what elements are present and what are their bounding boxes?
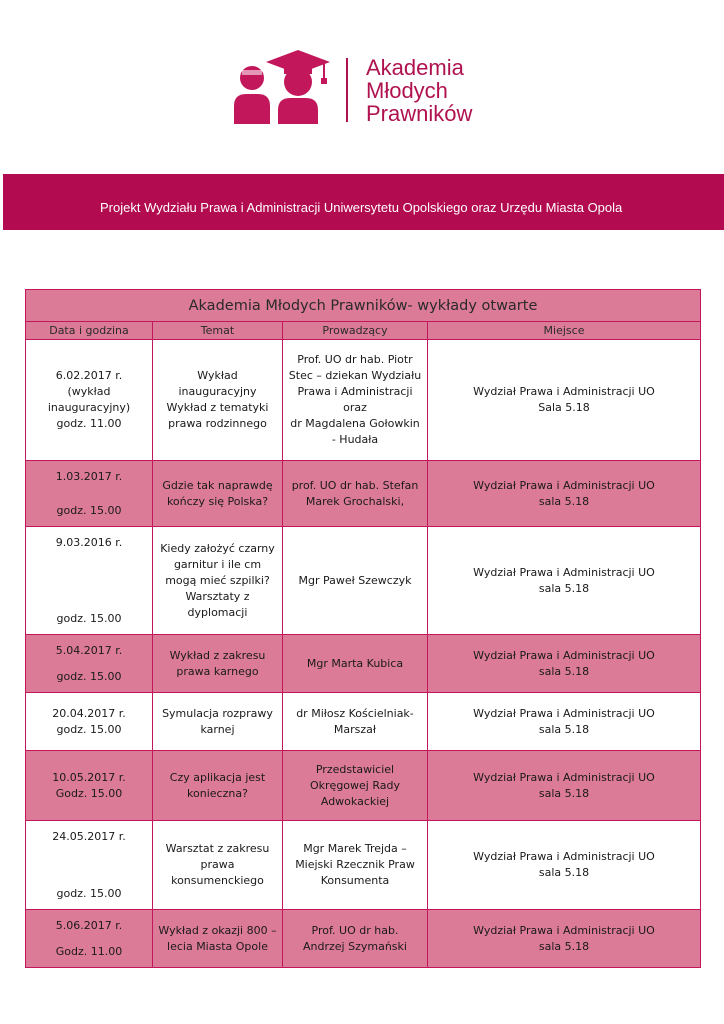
cell-line: Mgr Marta Kubica [306, 656, 404, 670]
date-cell [26, 910, 153, 968]
cell-line: 5.06.2017 r. [55, 918, 123, 932]
cell-line: Konsumenta [320, 874, 390, 887]
speaker-cell [283, 751, 428, 821]
cell-line: - Hudała [331, 433, 379, 446]
cell-line: Warsztaty z [185, 589, 250, 603]
cell-line: Adwokackiej [320, 794, 390, 808]
topic-cell [153, 693, 283, 751]
cell-line: Wydział Prawa i Administracji UO [473, 648, 655, 662]
cell-line: (wykład [67, 385, 111, 398]
speaker-cell [283, 461, 428, 527]
cell-line: Czy aplikacja jest [169, 770, 266, 784]
cell-line: Prof. UO dr hab. [311, 923, 399, 937]
cell-line: Symulacja rozprawy [162, 706, 273, 720]
cell-line: Wydział Prawa i Administracji UO [473, 478, 655, 492]
cell-line: Wydział Prawa i Administracji UO [473, 850, 655, 863]
logo-line: Prawników [366, 101, 473, 126]
cell-line: prawa [200, 858, 235, 871]
logo-wordmark [366, 56, 526, 125]
cell-line: Przedstawiciel [315, 762, 395, 776]
cell-line: sala 5.18 [538, 722, 590, 736]
cell-line: Andrzej Szymański [303, 939, 407, 953]
table-row [26, 751, 701, 821]
cell-line: Sala 5.18 [538, 401, 590, 414]
topic-cell [153, 821, 283, 910]
cell-line: oraz [343, 401, 367, 414]
cell-line: Warsztat z zakresu [165, 842, 270, 855]
topic-cell [153, 910, 283, 968]
cell-line: Marszał [333, 722, 377, 736]
speaker-cell [283, 635, 428, 693]
cell-line: konieczna? [187, 786, 248, 800]
date-cell [26, 340, 153, 461]
topic-cell [153, 751, 283, 821]
cell-line: 6.02.2017 r. [55, 369, 123, 382]
speaker-cell [283, 693, 428, 751]
cell-line: Wykład z okazji 800 – [158, 923, 277, 937]
cell-line: sala 5.18 [538, 581, 590, 595]
cell-line: dr Miłosz Kościelniak- [296, 706, 414, 720]
place-cell [428, 635, 701, 693]
column-header-date: Data i godzina [26, 322, 153, 340]
topic-cell [153, 635, 283, 693]
logo-line: Akademia [366, 55, 464, 80]
date-cell [26, 635, 153, 693]
cell-line: 20.04.2017 r. [52, 706, 126, 720]
column-header-topic: Temat [153, 322, 283, 340]
project-banner [3, 174, 724, 230]
date-cell [26, 821, 153, 910]
speaker-cell [283, 527, 428, 635]
topic-cell [153, 461, 283, 527]
cell-line: sala 5.18 [538, 786, 590, 800]
logo [232, 48, 512, 128]
cell-line: Kiedy założyć czarny [160, 541, 275, 555]
cell-line: Prof. UO dr hab. Piotr [297, 353, 413, 366]
date-cell [26, 527, 153, 635]
table-row [26, 527, 701, 635]
cell-line: sala 5.18 [538, 664, 590, 678]
cell-line: konsumenckiego [171, 874, 264, 887]
cell-line: inauguracyjny) [47, 401, 131, 414]
lecture-schedule-table [25, 289, 701, 968]
column-header-speaker: Prowadzący [283, 322, 428, 340]
cell-line: lecia Miasta Opole [167, 939, 268, 953]
cell-line: sala 5.18 [538, 939, 590, 953]
cell-line: Miejski Rzecznik Praw [295, 858, 415, 871]
table-title-row [26, 290, 701, 322]
place-cell [428, 751, 701, 821]
cell-line: 10.05.2017 r. [52, 770, 126, 784]
cell-line: godz. 11.00 [56, 417, 122, 430]
cell-line: karnej [200, 722, 235, 736]
students-graduation-cap-icon [232, 48, 342, 128]
place-cell [428, 693, 701, 751]
cell-line: mogą mieć szpilki? [165, 573, 270, 587]
cell-line: 24.05.2017 r. [52, 829, 126, 843]
cell-line: Wydział Prawa i Administracji UO [473, 565, 655, 579]
topic-cell [153, 527, 283, 635]
cell-line: Marek Grochalski, [305, 494, 405, 508]
cell-line: Prawa i Administracji [297, 385, 413, 398]
cell-line: Mgr Marek Trejda – [303, 842, 407, 855]
cell-line: godz. 15.00 [56, 611, 122, 625]
place-cell [428, 340, 701, 461]
cell-line: sala 5.18 [538, 866, 590, 879]
speaker-cell [283, 910, 428, 968]
cell-line: Mgr Paweł Szewczyk [298, 573, 412, 587]
cell-line: godz. 15.00 [56, 886, 122, 900]
cell-line: 9.03.2016 r. [55, 535, 123, 549]
cell-line: garnitur i ile cm [173, 557, 262, 571]
cell-line: Gdzie tak naprawdę [162, 478, 273, 492]
cell-line: dr Magdalena Gołowkin [290, 417, 420, 430]
date-cell [26, 693, 153, 751]
cell-line: Godz. 11.00 [55, 944, 123, 958]
cell-line: Okręgowej Rady [310, 778, 400, 792]
place-cell [428, 527, 701, 635]
cell-line: Godz. 15.00 [55, 786, 123, 800]
cell-line: kończy się Polska? [166, 494, 269, 508]
cell-line: godz. 15.00 [56, 722, 122, 736]
logo-divider [346, 58, 348, 122]
table-row [26, 635, 701, 693]
date-cell [26, 461, 153, 527]
cell-line: 1.03.2017 r. [55, 469, 123, 483]
table-header-row [26, 322, 701, 340]
cell-line: inauguracyjny [178, 385, 257, 398]
cell-line: godz. 15.00 [56, 503, 122, 517]
cell-line: prof. UO dr hab. Stefan [291, 478, 419, 492]
cell-line: godz. 15.00 [56, 669, 122, 683]
table-title: Akademia Młodych Prawników- wykłady otwarte [26, 290, 701, 322]
cell-line: Wykład [197, 369, 238, 382]
place-cell [428, 821, 701, 910]
cell-line: sala 5.18 [538, 494, 590, 508]
cell-line: Wykład z zakresu [169, 648, 266, 662]
cell-line: Wydział Prawa i Administracji UO [473, 923, 655, 937]
table-row [26, 910, 701, 968]
speaker-cell [283, 340, 428, 461]
place-cell [428, 461, 701, 527]
date-cell [26, 751, 153, 821]
column-header-place: Miejsce [428, 322, 701, 340]
cell-line: prawa rodzinnego [168, 417, 267, 430]
table-row [26, 461, 701, 527]
logo-line: Młodych [366, 78, 448, 103]
topic-cell [153, 340, 283, 461]
cell-line: Wydział Prawa i Administracji UO [473, 706, 655, 720]
table-row [26, 340, 701, 461]
cell-line: Wydział Prawa i Administracji UO [473, 770, 655, 784]
cell-line: prawa karnego [176, 664, 259, 678]
table-row [26, 821, 701, 910]
cell-line: Wydział Prawa i Administracji UO [473, 385, 655, 398]
cell-line: dyplomacji [187, 605, 248, 619]
table-row [26, 693, 701, 751]
cell-line: 5.04.2017 r. [55, 643, 123, 657]
speaker-cell [283, 821, 428, 910]
cell-line: Wykład z tematyki [166, 401, 269, 414]
cell-line: Stec – dziekan Wydziału [288, 369, 422, 382]
place-cell [428, 910, 701, 968]
banner-text: Projekt Wydziału Prawa i Administracji Uniwersytetu Opolskiego oraz Urzędu Miasta Opola [100, 200, 623, 215]
